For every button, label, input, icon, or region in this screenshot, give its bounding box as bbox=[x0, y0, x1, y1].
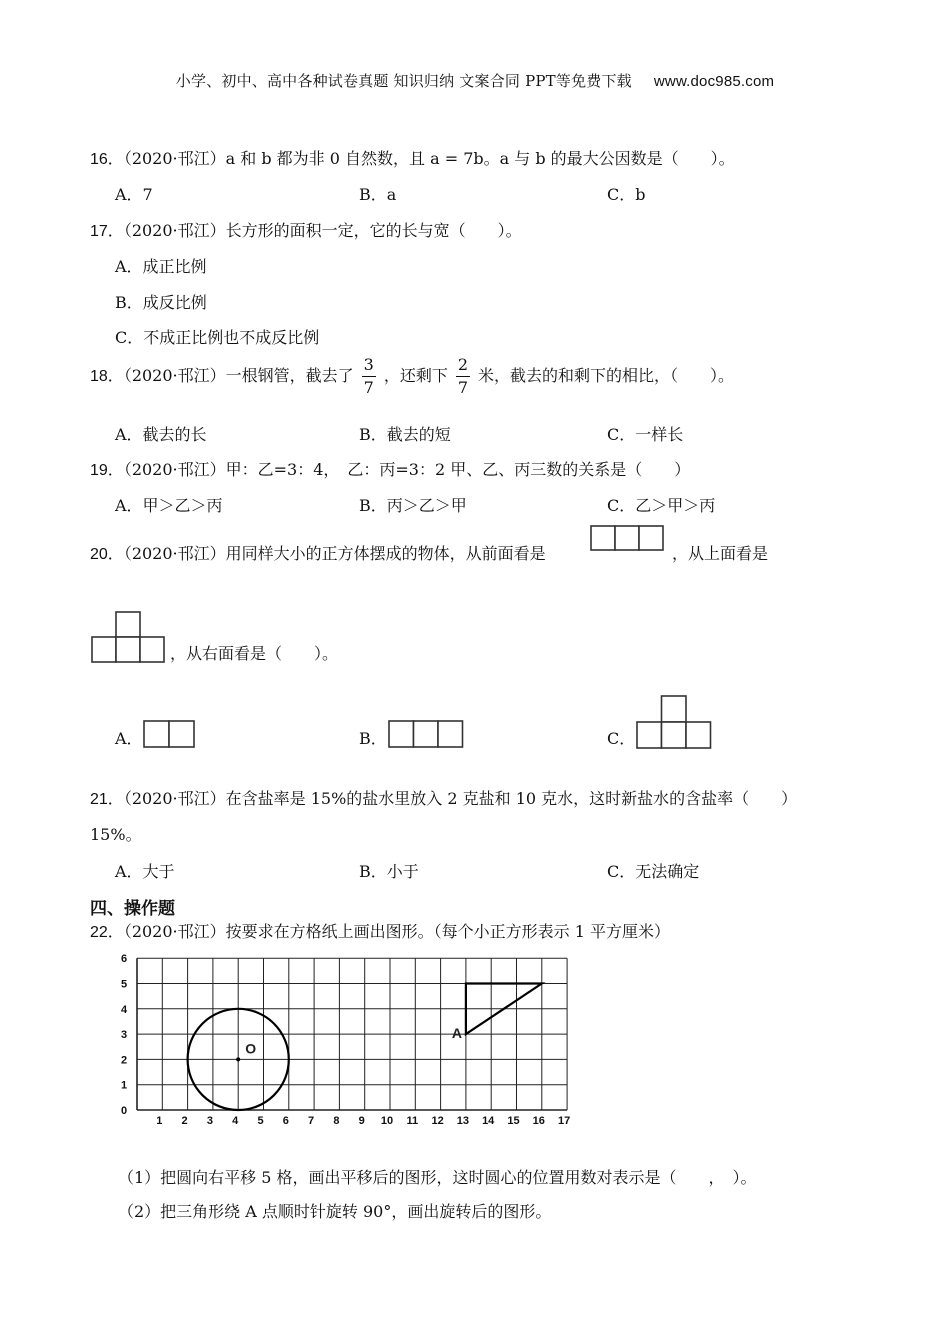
cube-face bbox=[140, 637, 164, 662]
question-source: （2020·邗江） bbox=[123, 221, 226, 240]
x-tick-label: 16 bbox=[532, 1115, 545, 1127]
option-a: A．截去的长 bbox=[115, 425, 207, 444]
x-tick-label: 10 bbox=[380, 1115, 394, 1127]
question-source: （2020·邗江） bbox=[123, 366, 226, 385]
page-header bbox=[0, 70, 950, 91]
x-tick-label: 5 bbox=[257, 1115, 264, 1127]
option-c: C．一样长 bbox=[607, 425, 684, 444]
cube-face bbox=[116, 637, 140, 662]
sub-question-1: （1）把圆向右平移 5 格，画出平移后的图形，这时圆心的位置用数对表示是（ ， ）。 bbox=[118, 1168, 757, 1187]
question-22 bbox=[90, 919, 670, 942]
question-text: a 和 b 都为非 0 自然数，且 a = 7b。a 与 b 的最大公因数是（ ）。 bbox=[225, 149, 735, 168]
cube-face bbox=[662, 696, 687, 722]
question-number: 16． bbox=[90, 151, 124, 168]
question-text: ，还剩下 bbox=[383, 366, 448, 385]
option-a: A．甲＞乙＞丙 bbox=[115, 496, 223, 515]
question-text: 米，截去的和剩下的相比，（ ）。 bbox=[478, 366, 735, 385]
fraction-bar bbox=[456, 376, 470, 377]
fraction-denominator: 7 bbox=[363, 378, 374, 397]
cube-face bbox=[169, 721, 194, 747]
y-tick-label: 0 bbox=[120, 1105, 128, 1117]
question-16 bbox=[90, 146, 735, 169]
cube-face bbox=[92, 637, 116, 662]
option-c: C． bbox=[607, 729, 636, 748]
fraction-denominator: 7 bbox=[457, 378, 469, 397]
question-source: （2020·邗江） bbox=[123, 922, 226, 941]
question-source: （2020·邗江） bbox=[123, 789, 226, 808]
option-a-figure bbox=[143, 720, 195, 748]
question-20-text-b: ，从上面看是 bbox=[672, 544, 769, 563]
circle-center-label: O bbox=[245, 1040, 257, 1057]
option-c: C．不成正比例也不成反比例 bbox=[115, 328, 320, 347]
question-20-text-c: ，从右面看是（ ）。 bbox=[170, 644, 339, 663]
option-c: C．乙＞甲＞丙 bbox=[607, 496, 716, 515]
option-c: C．b bbox=[607, 185, 646, 204]
x-tick-label: 4 bbox=[232, 1115, 239, 1127]
x-tick-label: 1 bbox=[156, 1115, 163, 1127]
y-tick-label: 2 bbox=[120, 1054, 128, 1067]
option-b: B．a bbox=[359, 185, 397, 204]
cube-face bbox=[615, 526, 639, 550]
cube-face bbox=[637, 722, 662, 748]
cube-face bbox=[438, 721, 463, 747]
x-tick-label: 8 bbox=[333, 1115, 340, 1127]
question-text: 甲：乙=3：4， 乙：丙=3：2 甲、乙、丙三数的关系是（ ） bbox=[225, 460, 691, 479]
option-b: B．成反比例 bbox=[115, 293, 207, 312]
x-tick-label: 17 bbox=[557, 1115, 571, 1127]
question-number: 19． bbox=[90, 462, 124, 479]
cube-face bbox=[144, 721, 169, 747]
option-a: A．大于 bbox=[115, 862, 175, 881]
x-tick-label: 6 bbox=[282, 1115, 289, 1127]
question-number: 17． bbox=[90, 223, 124, 240]
question-source: （2020·邗江） bbox=[123, 149, 226, 168]
question-source: （2020·邗江） bbox=[123, 460, 226, 479]
y-tick-label: 6 bbox=[120, 953, 128, 966]
cube-face bbox=[591, 526, 615, 550]
question-text: 按要求在方格纸上画出图形。（每个小正方形表示 1 平方厘米） bbox=[225, 922, 670, 941]
front-view-figure bbox=[590, 525, 664, 551]
option-a: A． bbox=[115, 729, 143, 748]
question-text: 一根钢管，截去了 bbox=[225, 366, 354, 385]
option-b: B．丙＞乙＞甲 bbox=[359, 496, 467, 515]
question-number: 21． bbox=[90, 791, 124, 808]
option-b: B． bbox=[359, 729, 387, 748]
grid-paper bbox=[110, 950, 580, 1130]
cube-face bbox=[686, 722, 711, 748]
question-number: 18． bbox=[90, 368, 124, 385]
x-tick-label: 3 bbox=[206, 1115, 213, 1127]
y-tick-label: 1 bbox=[120, 1079, 128, 1092]
x-tick-label: 7 bbox=[308, 1115, 315, 1127]
x-tick-label: 2 bbox=[181, 1115, 188, 1127]
option-b-figure bbox=[388, 720, 464, 748]
question-number: 22． bbox=[90, 924, 124, 941]
question-text: 在含盐率是 15%的盐水里放入 2 克盐和 10 克水，这时新盐水的含盐率（ ） bbox=[225, 789, 798, 808]
cube-face bbox=[389, 721, 414, 747]
top-view-figure bbox=[91, 611, 165, 663]
option-b: B．截去的短 bbox=[359, 425, 451, 444]
question-20 bbox=[90, 541, 546, 564]
circle-center-dot bbox=[236, 1057, 240, 1061]
x-tick-label: 13 bbox=[456, 1115, 470, 1127]
fraction-bar bbox=[362, 376, 376, 377]
option-c-figure bbox=[636, 695, 713, 749]
header-url: www.doc985.com bbox=[653, 73, 775, 90]
sub-question-2: （2）把三角形绕 A 点顺时针旋转 90°，画出旋转后的图形。 bbox=[118, 1202, 552, 1221]
question-17 bbox=[90, 218, 522, 241]
x-tick-label: 14 bbox=[482, 1115, 495, 1127]
x-tick-label: 12 bbox=[431, 1115, 444, 1127]
option-c: C．无法确定 bbox=[607, 862, 700, 881]
question-21 bbox=[90, 786, 797, 809]
cube-face bbox=[116, 612, 140, 637]
option-b: B．小于 bbox=[359, 862, 419, 881]
question-19 bbox=[90, 457, 690, 480]
option-a: A．7 bbox=[115, 185, 153, 204]
fraction-two-sevenths bbox=[456, 357, 470, 396]
question-18 bbox=[90, 357, 734, 396]
question-21-continued: 15%。 bbox=[90, 825, 142, 844]
header-text: 小学、初中、高中各种试卷真题 知识归纳 文案合同 PPT等免费下载 bbox=[175, 72, 632, 90]
x-tick-label: 11 bbox=[406, 1115, 419, 1127]
option-a: A．成正比例 bbox=[115, 257, 207, 276]
section-title: 四、操作题 bbox=[90, 899, 175, 918]
triangle-vertex-label: A bbox=[451, 1025, 463, 1042]
fraction-three-sevenths bbox=[362, 357, 376, 396]
x-tick-label: 15 bbox=[507, 1115, 520, 1127]
question-source: （2020·邗江） bbox=[123, 544, 226, 563]
fraction-numerator: 2 bbox=[457, 355, 469, 374]
cube-face bbox=[414, 721, 439, 747]
cube-face bbox=[662, 722, 687, 748]
question-text: 用同样大小的正方体摆成的物体，从前面看是 bbox=[225, 544, 546, 563]
y-tick-label: 5 bbox=[120, 978, 128, 991]
cube-face bbox=[639, 526, 663, 550]
question-text: 长方形的面积一定，它的长与宽（ ）。 bbox=[225, 221, 522, 240]
y-tick-label: 3 bbox=[120, 1029, 128, 1042]
y-tick-label: 4 bbox=[120, 1003, 128, 1016]
fraction-numerator: 3 bbox=[363, 355, 374, 374]
question-number: 20． bbox=[90, 546, 124, 563]
x-tick-label: 9 bbox=[358, 1115, 365, 1127]
